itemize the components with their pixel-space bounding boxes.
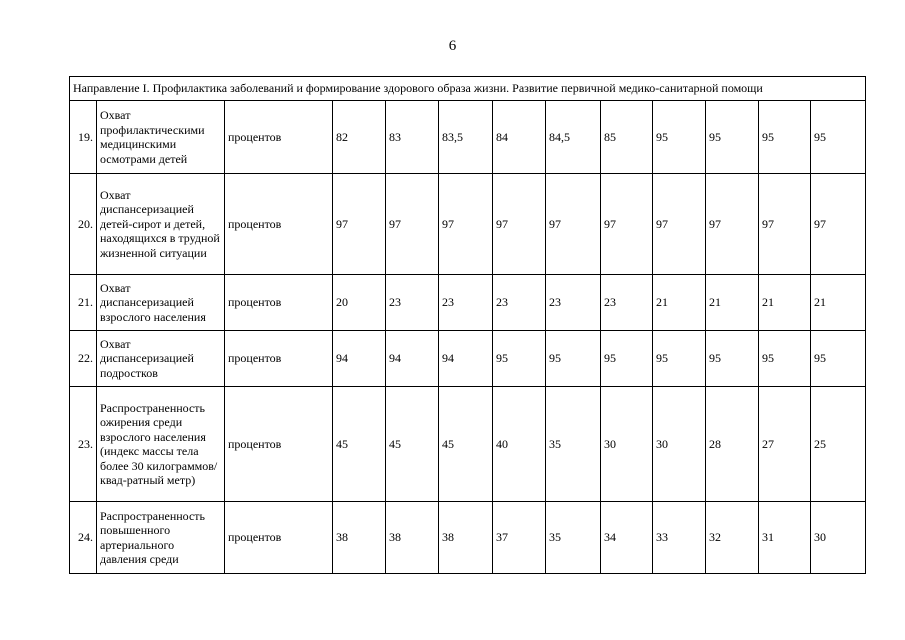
value-cell: 95 [653, 101, 706, 174]
value-cell: 27 [759, 387, 811, 502]
value-cell: 35 [546, 387, 601, 502]
value-cell: 23 [493, 275, 546, 331]
value-cell: 45 [439, 387, 493, 502]
value-cell: 94 [333, 331, 386, 387]
row-number: 22. [70, 331, 97, 387]
value-cell: 97 [386, 174, 439, 275]
value-cell: 23 [386, 275, 439, 331]
value-cell: 45 [333, 387, 386, 502]
value-cell: 21 [706, 275, 759, 331]
value-cell: 95 [811, 331, 866, 387]
table-row [70, 387, 866, 502]
value-cell: 95 [653, 331, 706, 387]
value-cell: 97 [811, 174, 866, 275]
page-number: 6 [448, 38, 457, 54]
value-cell: 97 [493, 174, 546, 275]
value-cell: 32 [706, 502, 759, 574]
value-cell: 97 [333, 174, 386, 275]
value-cell: 31 [759, 502, 811, 574]
section-header-row [70, 77, 866, 101]
value-cell: 30 [811, 502, 866, 574]
value-cell: 84,5 [546, 101, 601, 174]
value-cell: 38 [386, 502, 439, 574]
value-cell: 28 [706, 387, 759, 502]
value-cell: 95 [706, 331, 759, 387]
value-cell: 23 [439, 275, 493, 331]
indicator-name: Распространенность ожирения среди взрослого населения (индекс массы тела более 30 килограммов/квад-ратный метр) [97, 387, 225, 502]
value-cell: 34 [601, 502, 653, 574]
indicator-name: Охват профилактическими медицинскими осмотрами детей [97, 101, 225, 174]
value-cell: 95 [546, 331, 601, 387]
value-cell: 37 [493, 502, 546, 574]
value-cell: 40 [493, 387, 546, 502]
value-cell: 84 [493, 101, 546, 174]
value-cell: 21 [759, 275, 811, 331]
value-cell: 95 [601, 331, 653, 387]
value-cell: 83 [386, 101, 439, 174]
table-row [70, 502, 866, 574]
value-cell: 30 [601, 387, 653, 502]
unit-cell: процентов [225, 275, 333, 331]
value-cell: 97 [439, 174, 493, 275]
value-cell: 38 [439, 502, 493, 574]
value-cell: 95 [493, 331, 546, 387]
indicator-name: Охват диспансеризацией подростков [97, 331, 225, 387]
unit-cell: процентов [225, 331, 333, 387]
value-cell: 97 [706, 174, 759, 275]
value-cell: 30 [653, 387, 706, 502]
unit-cell: процентов [225, 387, 333, 502]
value-cell: 45 [386, 387, 439, 502]
table-row [70, 174, 866, 275]
value-cell: 95 [759, 331, 811, 387]
indicator-name: Охват диспансеризацией взрослого населения [97, 275, 225, 331]
value-cell: 97 [601, 174, 653, 275]
value-cell: 21 [653, 275, 706, 331]
value-cell: 23 [601, 275, 653, 331]
value-cell: 95 [759, 101, 811, 174]
value-cell: 20 [333, 275, 386, 331]
unit-cell: процентов [225, 101, 333, 174]
value-cell: 23 [546, 275, 601, 331]
value-cell: 95 [811, 101, 866, 174]
table-row [70, 101, 866, 174]
row-number: 24. [70, 502, 97, 574]
section-title: Направление I. Профилактика заболеваний и формирование здорового образа жизни. Развитие первичной медико-санитарной помощи [70, 77, 866, 101]
table-row [70, 331, 866, 387]
row-number: 20. [70, 174, 97, 275]
value-cell: 21 [811, 275, 866, 331]
value-cell: 95 [706, 101, 759, 174]
value-cell: 97 [759, 174, 811, 275]
indicator-name: Охват диспансеризацией детей-сирот и детей, находящихся в трудной жизненной ситуации [97, 174, 225, 275]
value-cell: 85 [601, 101, 653, 174]
value-cell: 25 [811, 387, 866, 502]
value-cell: 33 [653, 502, 706, 574]
row-number: 23. [70, 387, 97, 502]
value-cell: 35 [546, 502, 601, 574]
row-number: 19. [70, 101, 97, 174]
unit-cell: процентов [225, 174, 333, 275]
value-cell: 83,5 [439, 101, 493, 174]
value-cell: 97 [653, 174, 706, 275]
value-cell: 97 [546, 174, 601, 275]
value-cell: 82 [333, 101, 386, 174]
value-cell: 38 [333, 502, 386, 574]
unit-cell: процентов [225, 502, 333, 574]
row-number: 21. [70, 275, 97, 331]
indicators-table [69, 76, 866, 574]
indicator-name: Распространенность повышенного артериального давления среди [97, 502, 225, 574]
value-cell: 94 [386, 331, 439, 387]
table-row [70, 275, 866, 331]
value-cell: 94 [439, 331, 493, 387]
